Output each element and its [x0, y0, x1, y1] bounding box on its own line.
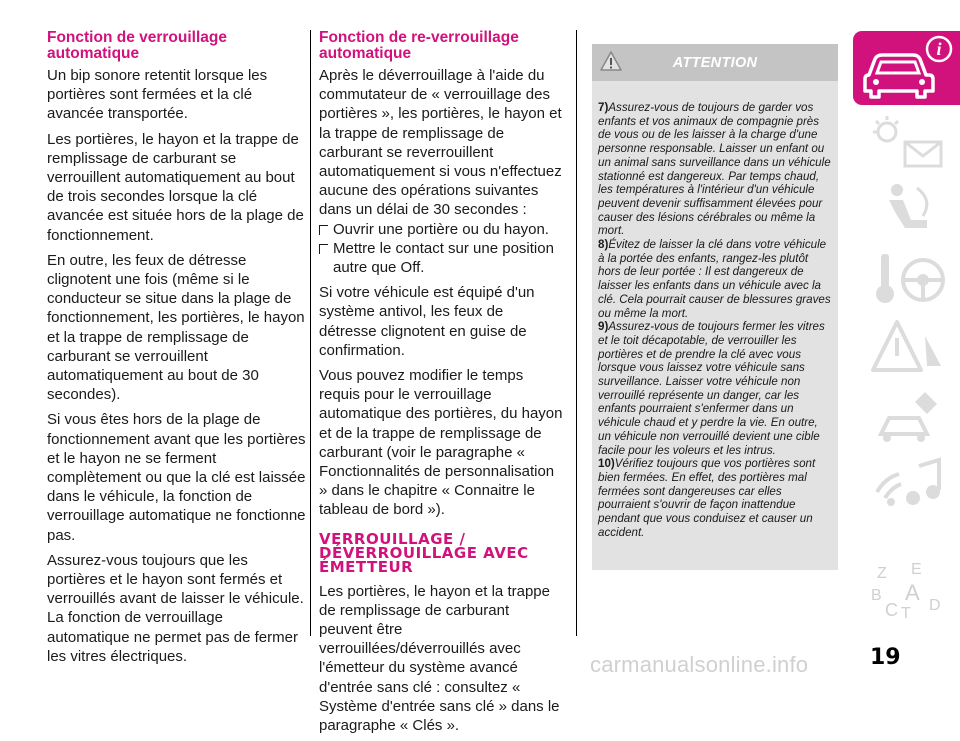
- paragraph: Les portières, le hayon et la trappe de remplissage de carburant peuvent être verrouillées/déverrouillés avec l'émetteur du système avancé d'entrée sans clé : consultez « Système d'entrée sans clé » dans le paragraphe « Clés ».: [319, 582, 560, 735]
- note-text: Évitez de laisser la clé dans votre véhicule à la portée des enfants, rangez-les plutôt hors de leur portée : Il est dangereux de laisser les enfants dans un véhicule avec la clé. Cela pourrait causer de blessures graves ou même la mort.: [598, 238, 831, 320]
- svg-text:i: i: [936, 39, 942, 59]
- bullet-list: [319, 220, 564, 278]
- heading-auto-lock: Fonction de verrouillage automatique: [47, 29, 227, 62]
- seat-airbag-icon[interactable]: [867, 180, 953, 242]
- dashboard-lights-icon[interactable]: [867, 112, 953, 174]
- warning-title: ATTENTION: [672, 55, 758, 71]
- paragraph: Si votre véhicule est équipé d'un système antivol, les feux de détresse clignotent en guise de confirmation.: [319, 284, 535, 359]
- warning-note: [598, 457, 832, 539]
- paragraph: Si vous êtes hors de la plage de fonctionnement avant que les portières et le hayon ne se ferment complètement ou que la clé est laissée dans le véhicule, la fonction de verrouillage automatique ne fonctionne pas.: [47, 411, 306, 544]
- key-steering-icon[interactable]: [867, 248, 953, 310]
- warning-triangle-icon[interactable]: [867, 316, 953, 378]
- paragraph: En outre, les feux de détresse clignotent une fois (même si le conducteur se situe dans la plage de fonctionnement, les portières, le hayon et la trappe de remplissage de carburant se verrouillent automatiquement au bout de 30 secondes).: [47, 251, 305, 404]
- note-text: Assurez-vous de toujours de garder vos enfants et vos animaux de compagnie près de vous ou de les laisser à la charge d'une personne responsable. Laisser un enfant ou un animal sans surveillance dans un véhicule stationné est dangereux. Par temps chaud, les températures à l'intérieur d'un véhicule peuvent devenir suffisamment élevées pour causer des lésions cérébrales ou même la mort.: [598, 101, 831, 238]
- section-title-line: DÉVERROUILLAGE AVEC: [319, 543, 529, 562]
- warning-body: [592, 81, 838, 540]
- list-item: Mettre le contact sur une position autre que Off.: [319, 239, 564, 277]
- warning-note: [598, 238, 832, 320]
- car-info-icon: [853, 31, 960, 105]
- index-letters-icon[interactable]: [867, 558, 953, 620]
- watermark: carmanualsonline.info: [590, 652, 809, 677]
- section-title-line: ÉMETTEUR: [319, 557, 414, 576]
- index-letter: T: [901, 605, 911, 620]
- warning-box: [592, 44, 838, 570]
- tab-know-your-car[interactable]: [853, 31, 960, 105]
- index-letter: D: [929, 597, 941, 614]
- note-number: 7): [598, 101, 609, 114]
- column-1: [47, 30, 309, 672]
- column-divider-right: [576, 30, 577, 636]
- chapter-sidebar: [853, 28, 960, 628]
- index-letter: E: [911, 561, 922, 578]
- paragraph: Assurez-vous toujours que les portières et le hayon sont fermés et verrouillés avant de laisser le véhicule. La fonction de verrouillage automatique ne permet pas de fermer les vitres électriques.: [47, 551, 304, 665]
- paragraph: Les portières, le hayon et la trappe de remplissage de carburant se verrouillent automatiquement au bout de trois secondes lorsque la clé avancée est située hors de la plage de fonctionnement.: [47, 130, 304, 244]
- note-number: 8): [598, 238, 609, 252]
- column-divider-left: [310, 30, 311, 636]
- page-number: 19: [870, 645, 901, 670]
- warning-note: [598, 101, 832, 238]
- note-number: 10): [598, 457, 615, 471]
- paragraph: Après le déverrouillage à l'aide du commutateur de « verrouillage des portières », les portières, le hayon et la trappe de remplissage de carburant se reverrouillent automatiquement si vous n'effectuez aucune des opérations suivantes dans un délai de 30 secondes :: [319, 67, 562, 219]
- paragraph: Vous pouvez modifier le temps requis pour le verrouillage automatique des portières, du hayon et de la trappe de remplissage de carburant (voir le paragraphe « Fonctionnalités de personnalisation » dans le chapitre « Connaitre le tableau de bord »).: [319, 367, 563, 519]
- paragraph: Un bip sonore retentit lorsque les portières sont fermées et la clé avancée transportée.: [47, 67, 268, 123]
- index-letter: Z: [877, 565, 887, 582]
- note-text: Vérifiez toujours que vos portières sont bien fermées. En effet, des portières mal fermées sont dangereuses car elles pourraient s'ouvrir de façon inattendue pendant que vous conduisez et causer un accident.: [598, 457, 816, 539]
- index-letter: C: [885, 600, 898, 620]
- note-number: 9): [598, 320, 609, 334]
- note-text: Assurez-vous de toujours fermer les vitres et le toit décapotable, de verrouiller les portières et de prendre la clé avec vous lorsque vous laissez votre véhicule sans surveillance. Laisser votre véhicule non verrouillé représente un danger, car les enfants pourraient s'enfermer dans un véhicule chaud et y perdre la vie. En outre, un véhicule non verrouillé devient une cible facile pour les voleurs et les intrus.: [598, 320, 825, 457]
- list-item: Ouvrir une portière ou du hayon.: [319, 220, 564, 239]
- section-title: [319, 529, 564, 576]
- multimedia-icon[interactable]: [867, 452, 953, 514]
- column-2: [319, 30, 564, 741]
- index-letter: B: [871, 587, 882, 604]
- wrench-car-icon[interactable]: [867, 384, 953, 446]
- heading-auto-relock: Fonction de re-verrouillage automatique: [319, 29, 519, 62]
- warning-note: [598, 320, 832, 457]
- warning-header: [592, 44, 838, 81]
- index-letter: A: [905, 580, 920, 605]
- section-title-line: VERROUILLAGE /: [319, 529, 466, 548]
